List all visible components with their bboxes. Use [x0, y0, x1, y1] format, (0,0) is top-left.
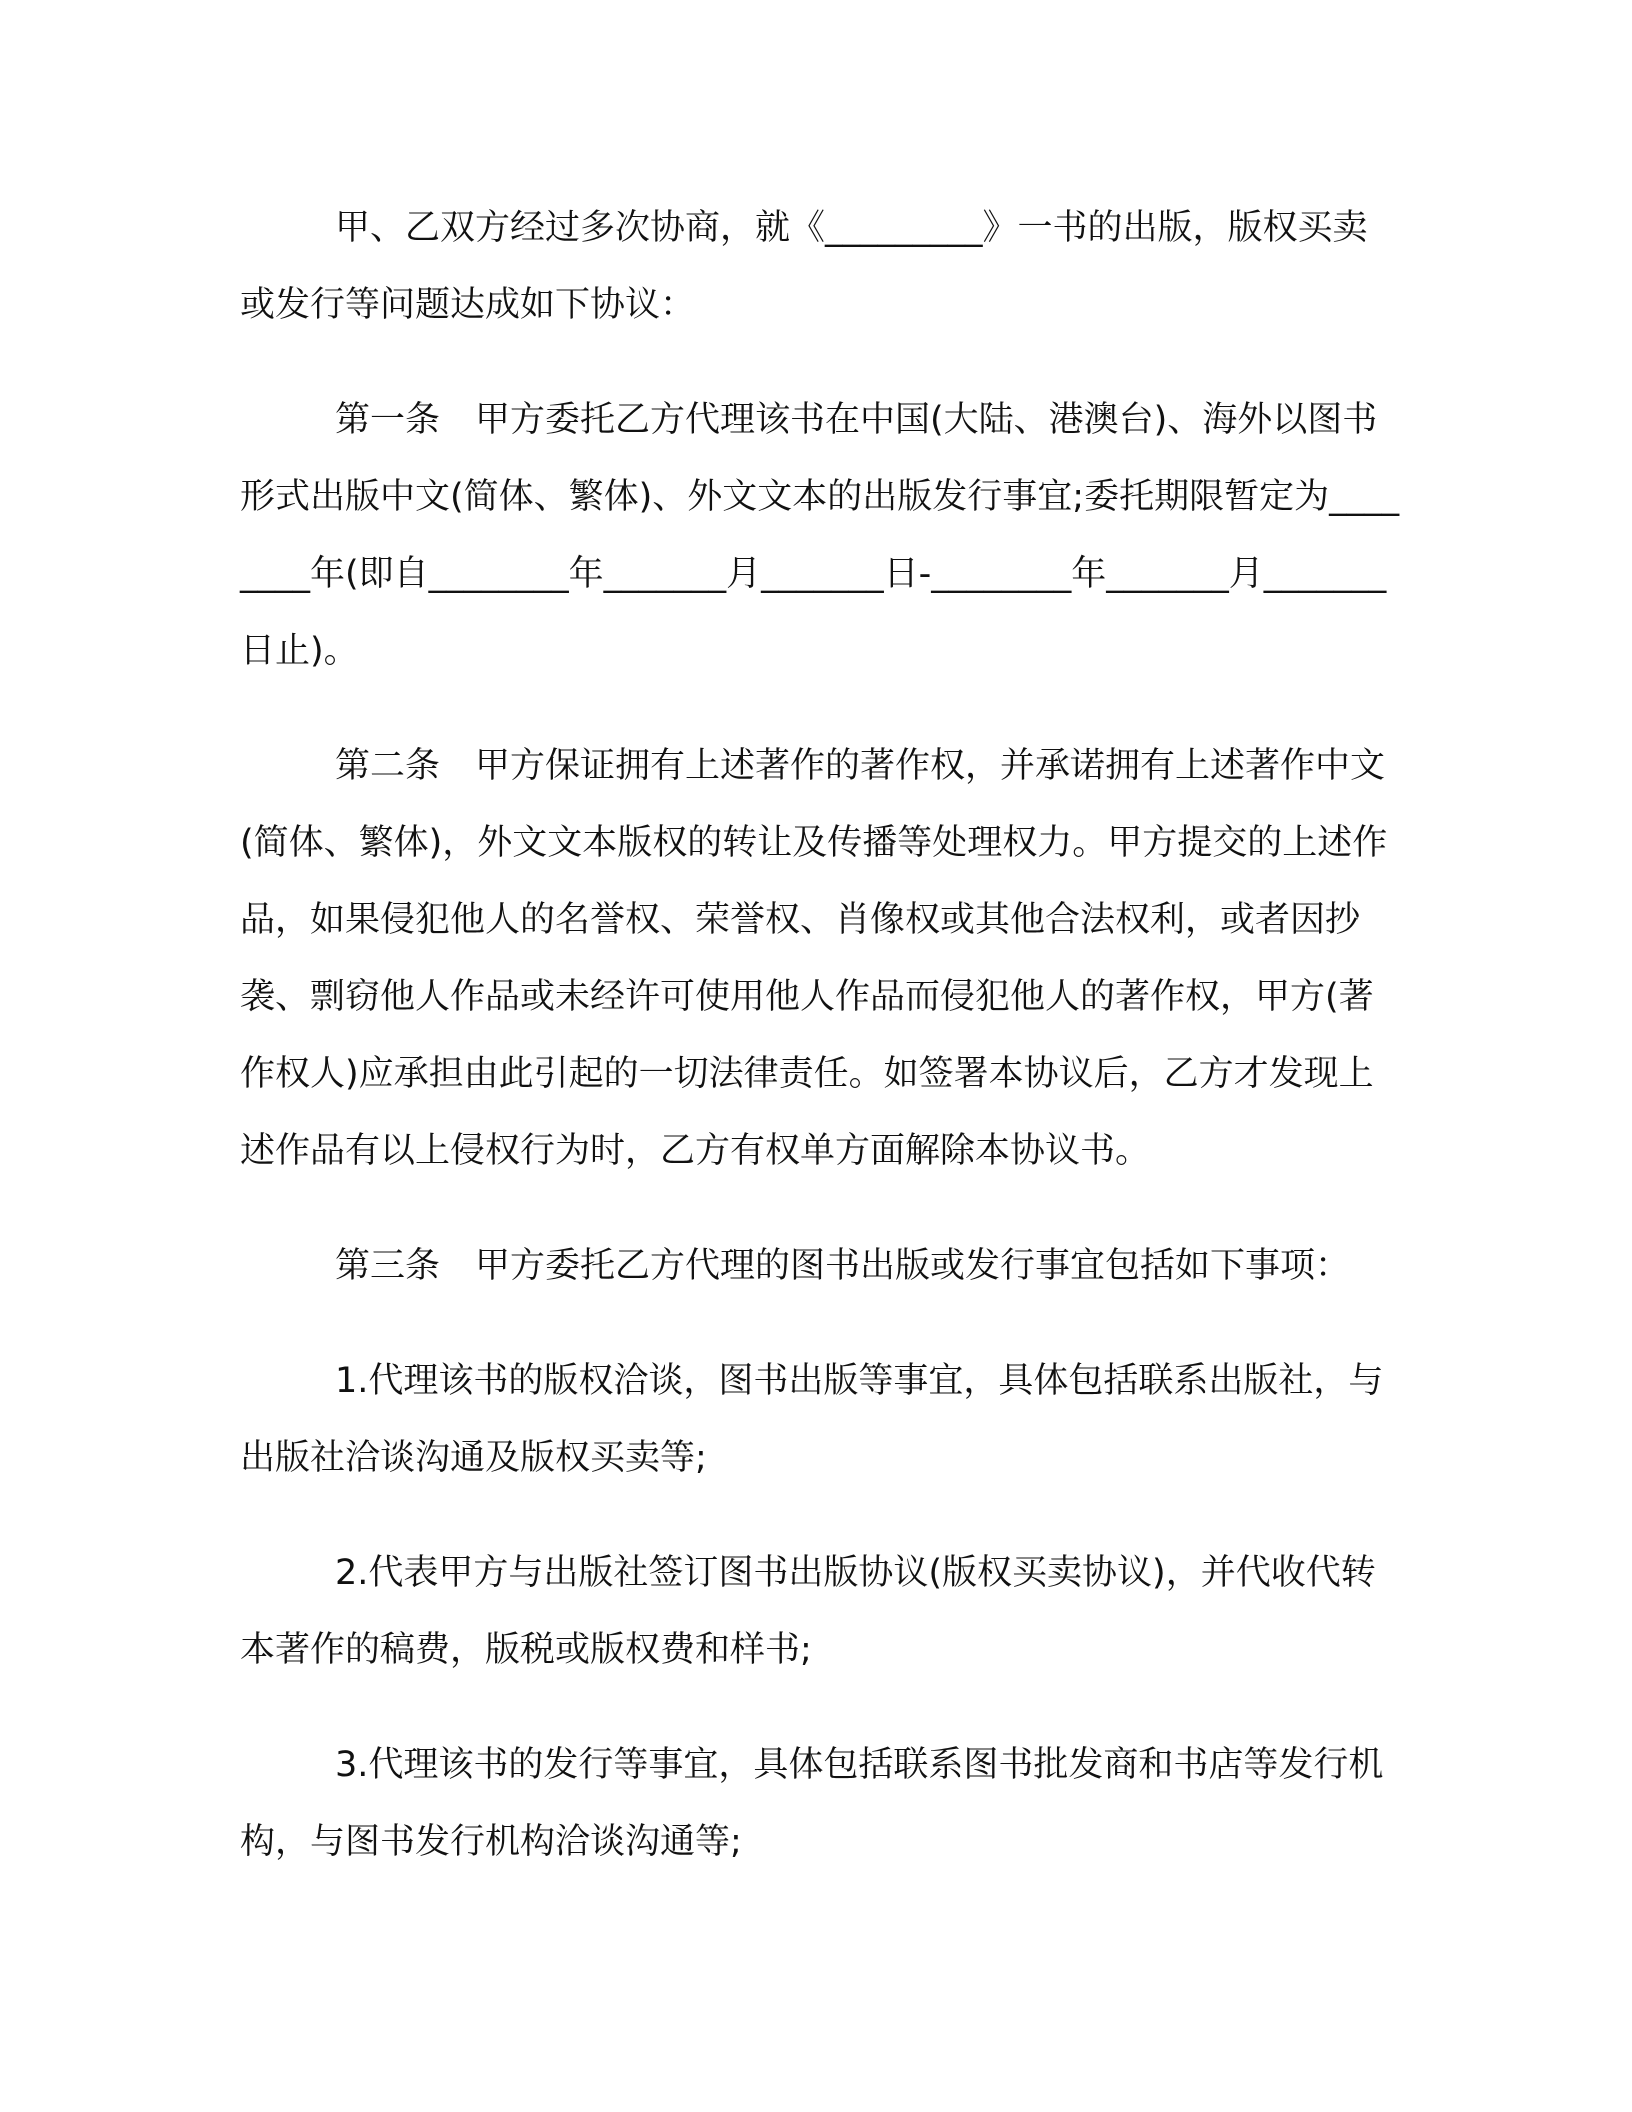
item-2-paragraph: 2.代表甲方与出版社签订图书出版协议(版权买卖协议)，并代收代转本著作的稿费，版税或版权费和样书; — [240, 1553, 1376, 1670]
item-3-paragraph: 3.代理该书的发行等事宜，具体包括联系图书批发商和书店等发行机构，与图书发行机构洽谈沟通等; — [240, 1745, 1384, 1862]
article-2-paragraph: 第二条 甲方保证拥有上述著作的著作权，并承诺拥有上述著作中文(简体、繁体)，外文文本版权的转让及传播等处理权力。甲方提交的上述作品，如果侵犯他人的名誉权、荣誉权、肖像权或其他合法权利，或者因抄袭、剽窃他人作品或未经许可使用他人作品而侵犯他人的著作权，甲方(著作权人)应承担由此引起的一切法律责任。如签署本协议后，乙方才发现上述作品有以上侵权行为时，乙方有权单方面解除本协议书。 — [240, 746, 1388, 1171]
document-body — [240, 190, 1400, 1919]
item-1-paragraph: 1.代理该书的版权洽谈，图书出版等事宜，具体包括联系出版社，与出版社洽谈沟通及版权买卖等; — [240, 1361, 1384, 1478]
article-1-paragraph: 第一条 甲方委托乙方代理该书在中国(大陆、港澳台)、海外以图书形式出版中文(简体、繁体)、外文文本的出版发行事宜;委托期限暂定为________年(即自________年_______月_______日-________年_______月_______日止)。 — [240, 400, 1400, 671]
article-3-paragraph: 第三条 甲方委托乙方代理的图书出版或发行事宜包括如下事项： — [335, 1246, 1351, 1286]
intro-paragraph: 甲、乙双方经过多次协商，就《_________》一书的出版，版权买卖或发行等问题达成如下协议： — [240, 208, 1368, 325]
